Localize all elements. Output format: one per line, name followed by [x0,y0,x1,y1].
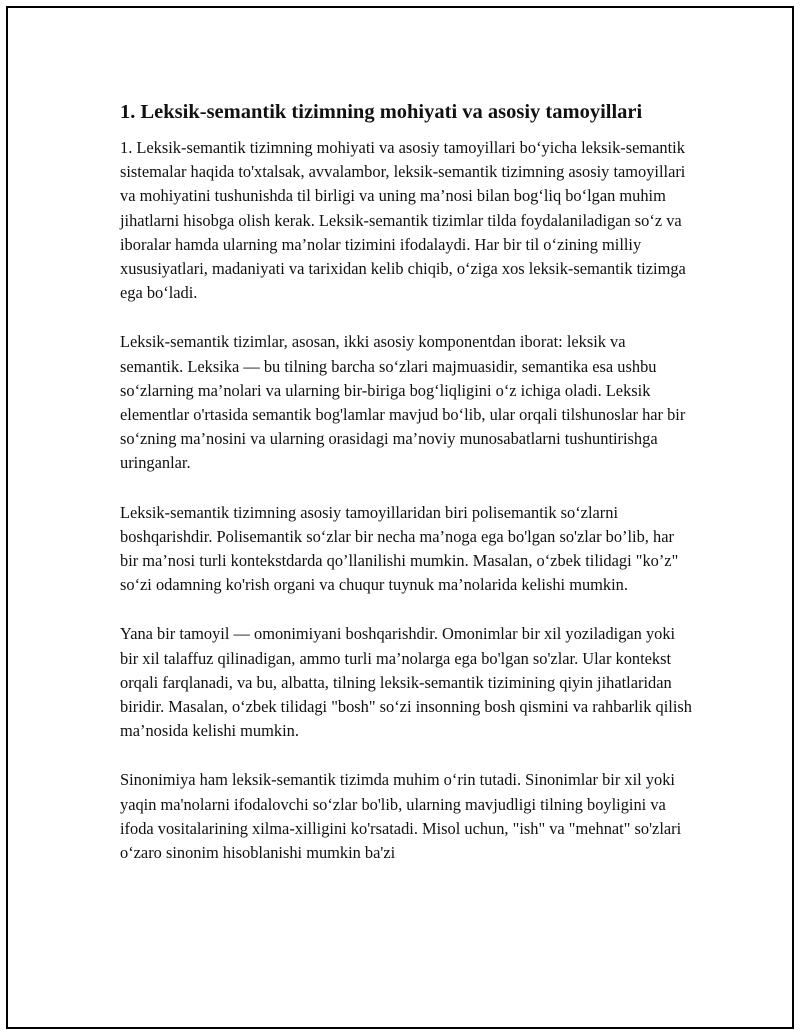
page-title: 1. Leksik-semantik tizimning mohiyati va asosiy tamoyillari [120,101,643,123]
paragraph: Leksik-semantik tizimlar, asosan, ikki asosiy komponentdan iborat: leksik va semantik. Leksika — bu tilning barcha so‘zlari majmuasidir, semantika esa ushbu so‘zlarning ma’nolari va ularning bir-biriga bog‘liqligini o‘z ichiga oladi. Leksik elementlar o'rtasida semantik bog'lamlar mavjud bo‘lib, ular orqali tilshunoslar har bir so‘zning ma’nosini va ularning orasidagi ma’noviy munosabatlarni tushuntirishga uringanlar. [120,332,686,473]
paragraph: Yana bir tamoyil — omonimiyani boshqarishdir. Omonimlar bir xil yoziladigan yoki bir xil talaffuz qilinadigan, ammo turli ma’nolarga ega bo'lgan so'zlar. Ular kontekst orqali farqlanadi, va bu, albatta, tilning leksik-semantik tizimining qiyin jihatlaridan biridir. Masalan, o‘zbek tilidagi "bosh" so‘zi insonning bosh qismini va rahbarlik qilish ma’nosida kelishi mumkin. [120,624,692,741]
paragraph: Sinonimiya ham leksik-semantik tizimda muhim o‘rin tutadi. Sinonimlar bir xil yoki yaqin ma'nolarni ifodalovchi so‘zlar bo'lib, ularning mavjudligi tilning boyligini va ifoda vositalarining xilma-xilligini ko'rsatadi. Misol uchun, "ish" va "mehnat" so'zlari o‘zaro sinonim hisoblanishi mumkin ba'zi [120,770,682,863]
document-page [6,6,794,1029]
document-body [120,98,692,890]
paragraph: 1. Leksik-semantik tizimning mohiyati va asosiy tamoyillari bo‘yicha leksik-semantik sistemalar haqida to'xtalsak, avvalambor, leksik-semantik tizimning asosiy tamoyillari va mohiyatini tushunishda til birligi va uning ma’nosi bilan bog‘liq bo‘lgan muhim jihatlarni hisobga olish kerak. Leksik-semantik tizimlar tilda foydalaniladigan so‘z va iboralar hamda ularning ma’nolar tizimini ifodalaydi. Har bir til o‘zining milliy xususiyatlari, madaniyati va tarixidan kelib chiqib, o‘ziga xos leksik-semantik tizimga ega bo‘ladi. [120,138,686,303]
paragraph: Leksik-semantik tizimning asosiy tamoyillaridan biri polisemantik so‘zlarni boshqarishdir. Polisemantik so‘zlar bir necha ma’noga ega bo'lgan so'zlar bo’lib, har bir ma’nosi turli kontekstdarda qo’llanilishi mumkin. Masalan, o‘zbek tilidagi "ko’z" so‘zi odamning ko'rish organi va chuqur tuynuk ma’nolarida kelishi mumkin. [120,502,679,595]
